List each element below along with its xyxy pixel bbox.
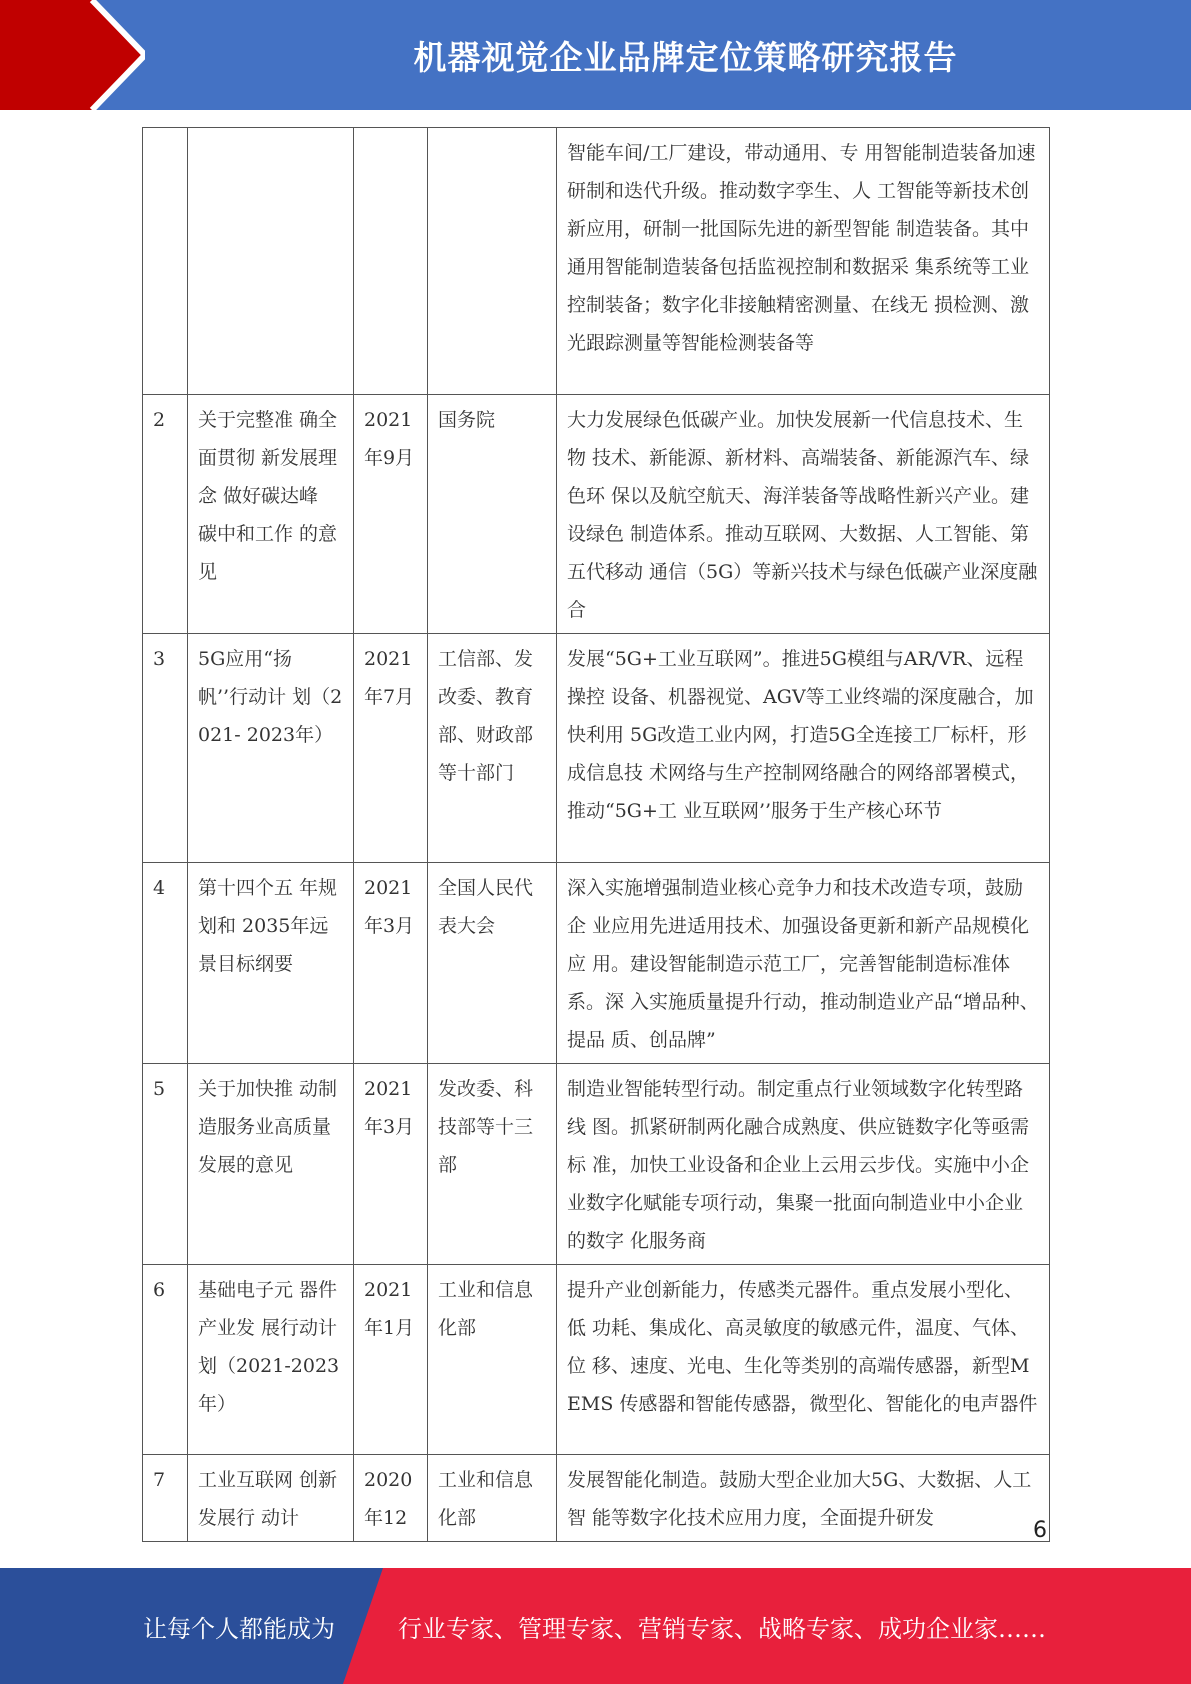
row-index: 4 (143, 863, 188, 1064)
footer-slogan-left: 让每个人都能成为 (143, 1614, 335, 1643)
policy-content: 制造业智能转型行动。制定重点行业领域数字化转型路线 图。抓紧研制两化融合成熟度、供应链数字化等亟需标 准，加快工业设备和企业上云用云步伐。实施中小企业数字化赋能专项行动，集聚一批面向制造业中小企业的数字 化服务商 (557, 1064, 1050, 1265)
policy-content: 发展“5G+工业互联网”。推进5G模组与AR/VR、远程操控 设备、机器视觉、AGV等工业终端的深度融合，加快利用 5G改造工业内网，打造5G全连接工厂标杆，形成信息技 术网络与生产控制网络融合的网络部署模式，推动“5G+工 业互联网’’服务于生产核心环节 (557, 634, 1050, 863)
row-index: 3 (143, 634, 188, 863)
row-index: 5 (143, 1064, 188, 1265)
issue-date: 2021年3月 (354, 1064, 428, 1265)
table-row (143, 128, 1050, 395)
page-footer (0, 1568, 1191, 1684)
policy-name: 工业互联网 创新发展行 动计 (188, 1455, 354, 1542)
policy-name: 关于完整准 确全面贯彻 新发展理念 做好碳达峰 碳中和工作 的意见 (188, 395, 354, 634)
policy-table (142, 127, 1050, 1542)
row-index: 6 (143, 1265, 188, 1455)
issue-date (354, 128, 428, 395)
page-header (0, 0, 1191, 110)
row-index (143, 128, 188, 395)
issue-date: 2021年7月 (354, 634, 428, 863)
page-number: 6 (1033, 1518, 1047, 1543)
table-row (143, 1064, 1050, 1265)
page-title: 机器视觉企业品牌定位策略研究报告 (413, 37, 958, 77)
footer-slogan-right: 行业专家、管理专家、营销专家、战略专家、成功企业家…… (398, 1614, 1046, 1643)
table-row (143, 634, 1050, 863)
table-row (143, 863, 1050, 1064)
table-row (143, 395, 1050, 634)
policy-name: 第十四个五 年规划和 2035年远 景目标纲要 (188, 863, 354, 1064)
issuing-body: 发改委、科技部等十三部 (428, 1064, 557, 1265)
row-index: 7 (143, 1455, 188, 1542)
policy-content: 大力发展绿色低碳产业。加快发展新一代信息技术、生物 技术、新能源、新材料、高端装备、新能源汽车、绿色环 保以及航空航天、海洋装备等战略性新兴产业。建设绿色 制造体系。推动互联网、大数据、人工智能、第五代移动 通信（5G）等新兴技术与绿色低碳产业深度融合 (557, 395, 1050, 634)
policy-content: 提升产业创新能力，传感类元器件。重点发展小型化、低 功耗、集成化、高灵敏度的敏感元件，温度、气体、位 移、速度、光电、生化等类别的高端传感器，新型MEMS 传感器和智能传感器，微型化、智能化的电声器件 (557, 1265, 1050, 1455)
policy-content: 智能车间/工厂建设，带动通用、专 用智能制造装备加速研制和迭代升级。推动数字孪生、人 工智能等新技术创新应用，研制一批国际先进的新型智能 制造装备。其中通用智能制造装备包括监视控制和数据采 集系统等工业控制装备；数字化非接触精密测量、在线无 损检测、激光跟踪测量等智能检测装备等 (557, 128, 1050, 395)
policy-name: 关于加快推 动制造服务业高质量发展的意见 (188, 1064, 354, 1265)
issue-date: 2021年9月 (354, 395, 428, 634)
table-row (143, 1265, 1050, 1455)
issue-date: 2021年3月 (354, 863, 428, 1064)
row-index: 2 (143, 395, 188, 634)
issuing-body: 工信部、发改委、教育部、财政部等十部门 (428, 634, 557, 863)
issuing-body: 国务院 (428, 395, 557, 634)
issuing-body (428, 128, 557, 395)
issuing-body: 工业和信息化部 (428, 1455, 557, 1542)
policy-name: 基础电子元 器件产业发 展行动计划（2021-2023 年） (188, 1265, 354, 1455)
policy-name: 5G应用“扬 帆’’行动计 划（2021- 2023年） (188, 634, 354, 863)
policy-content: 深入实施增强制造业核心竞争力和技术改造专项，鼓励企 业应用先进适用技术、加强设备更新和新产品规模化应 用。建设智能制造示范工厂，完善智能制造标准体系。深 入实施质量提升行动，推动制造业产品“增品种、提品 质、创品牌” (557, 863, 1050, 1064)
issuing-body: 全国人民代表大会 (428, 863, 557, 1064)
issue-date: 2021年1月 (354, 1265, 428, 1455)
table-row (143, 1455, 1050, 1542)
header-red-arrow-decoration (0, 0, 145, 110)
issue-date: 2020年12 (354, 1455, 428, 1542)
policy-content: 发展智能化制造。鼓励大型企业加大5G、大数据、人工智 能等数字化技术应用力度，全面提升研发 (557, 1455, 1050, 1542)
policy-name (188, 128, 354, 395)
issuing-body: 工业和信息化部 (428, 1265, 557, 1455)
